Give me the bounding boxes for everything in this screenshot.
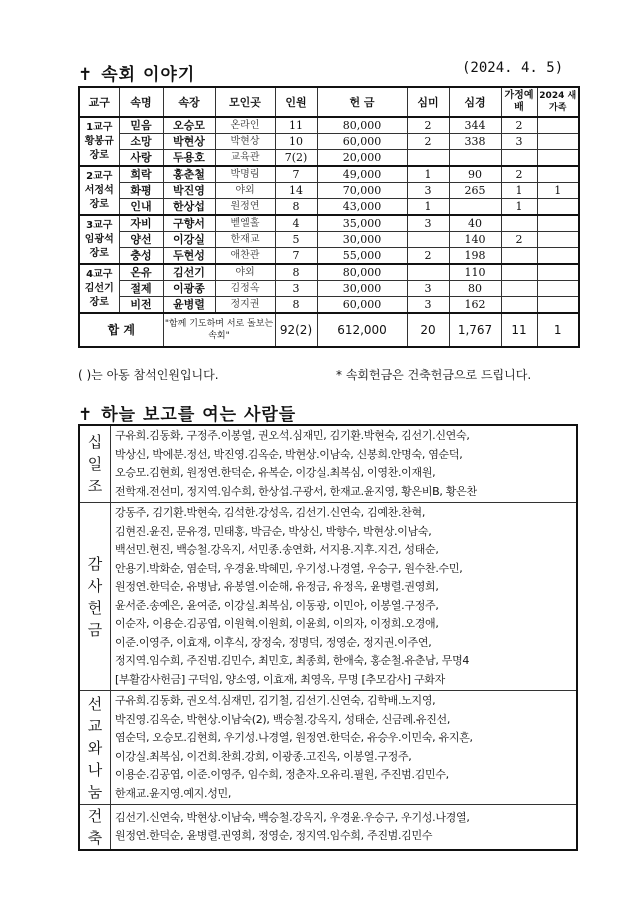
col-header-offering: 헌 금 (317, 87, 407, 117)
cell-count: 7 (275, 166, 317, 183)
giver-row (79, 425, 577, 503)
cell-place: 원정연 (215, 199, 275, 216)
table-row (79, 297, 579, 314)
cell-simgyeong (449, 199, 501, 216)
cell-sokname: 양선 (119, 232, 163, 248)
giver-names (111, 691, 578, 805)
cell-offering: 43,000 (317, 199, 407, 216)
cell-count: 14 (275, 183, 317, 199)
giver-names (111, 425, 578, 503)
cell-simgyeong: 110 (449, 264, 501, 281)
cell-simgyeong: 80 (449, 281, 501, 297)
cell-newfamily (537, 264, 579, 281)
cell-worship: 1 (501, 183, 537, 199)
total-offering: 612,000 (317, 313, 407, 347)
giver-line: 이강실.최복심, 이건희.찬희.강희, 이광종.고진옥, 이봉열.구정주, (115, 749, 412, 763)
note-offering: * 속회헌금은 건축헌금으로 드립니다. (336, 368, 532, 382)
cell-sokname: 충성 (119, 248, 163, 265)
cell-leader: 홍춘철 (163, 166, 215, 183)
cell-count: 7(2) (275, 150, 317, 167)
giver-line: 구유희.김동화, 권오석.심재민, 김기철, 김선기.신연숙, 김학배.노지영, (115, 694, 436, 707)
giver-row (79, 805, 577, 851)
parish-label: 4교구 김선기 장로 (79, 264, 119, 313)
cell-sokname: 화평 (119, 183, 163, 199)
giver-category (79, 805, 111, 851)
col-header-sokname: 속명 (119, 87, 163, 117)
cell-offering: 20,000 (317, 150, 407, 167)
table-row (79, 215, 579, 232)
giver-line: 백선민.현진, 백승철.강옥지, 서민종.송연화, 서지용.지후.지건, 성태순, (115, 543, 439, 556)
cell-simgyeong: 265 (449, 183, 501, 199)
sokhoe-table (78, 86, 580, 348)
giver-category-label: 감사헌금 (87, 554, 103, 639)
giver-line: 원정연.한덕순, 유병남, 유봉열.이순해, 유정금, 유정옥, 윤병렬.권영희, (115, 580, 439, 593)
cell-simmi (407, 232, 449, 248)
giver-line: 정지역.임수희, 주진범.김민수, 최민호, 최종희, 한애숙, 홍순철.유춘남, 무명4 (115, 654, 470, 667)
cell-offering: 80,000 (317, 264, 407, 281)
cell-newfamily (537, 215, 579, 232)
cell-simmi: 1 (407, 166, 449, 183)
cell-worship: 3 (501, 134, 537, 150)
giver-names (111, 805, 578, 851)
table-row (79, 134, 579, 150)
table-row (79, 150, 579, 167)
cell-simgyeong: 140 (449, 232, 501, 248)
cell-offering: 70,000 (317, 183, 407, 199)
cell-offering: 80,000 (317, 117, 407, 134)
cell-leader: 김선기 (163, 264, 215, 281)
giver-line: 안용기.박화순, 염순덕, 우경윤.박혜민, 우기성.나경열, 우승구, 원수찬.수민, (115, 561, 463, 575)
cell-simmi: 2 (407, 248, 449, 265)
cell-leader: 구향서 (163, 215, 215, 232)
cell-simmi: 1 (407, 199, 449, 216)
cell-simmi: 3 (407, 215, 449, 232)
cell-place: 야외 (215, 183, 275, 199)
cell-leader: 두현성 (163, 248, 215, 265)
cell-offering: 49,000 (317, 166, 407, 183)
cell-simgyeong: 338 (449, 134, 501, 150)
section-title-givers: ✝ 하늘 보고를 여는 사람들 (78, 405, 297, 425)
giver-line: 전학재.전선미, 정지역.임수희, 한상섭.구광서, 한재교.윤지영, 황은비B, 황은찬 (115, 484, 477, 498)
cell-worship (501, 281, 537, 297)
giver-line: 구유희.김동화, 구정주.이봉열, 권오석.심재민, 김기환.박현숙, 김선기.신연숙, (115, 429, 470, 442)
giver-line: 강동주, 김기환.박현숙, 김석한.강성옥, 김선기.신연숙, 김예찬.찬혁, (115, 506, 426, 519)
cell-sokname: 사랑 (119, 150, 163, 167)
table-row (79, 166, 579, 183)
cell-count: 8 (275, 264, 317, 281)
col-header-simmi: 심미 (407, 87, 449, 117)
cell-simmi (407, 264, 449, 281)
giver-line: 원정연.한덕순, 윤병렬.권영희, 정영순, 정지역.임수희, 주진범.김민수 (115, 829, 433, 842)
giver-category-label: 건축 (87, 807, 103, 847)
giver-line: 박상신, 박에분.정선, 박진영.김옥순, 박현상.이남숙, 신봉희.안명숙, 염순덕, (115, 447, 463, 461)
col-header-parish: 교구 (79, 87, 119, 117)
cell-worship (501, 215, 537, 232)
cross-icon: ✝ (78, 405, 94, 425)
total-slogan: "함께 기도하며 서로 돌보는 속회" (163, 313, 275, 347)
cell-sokname: 절제 (119, 281, 163, 297)
col-header-worship: 가정예배 (501, 87, 537, 117)
cell-place: 온라인 (215, 117, 275, 134)
cell-place: 김정옥 (215, 281, 275, 297)
table-row (79, 232, 579, 248)
cell-offering: 60,000 (317, 297, 407, 314)
giver-category-label: 십일조 (87, 433, 103, 495)
cell-count: 5 (275, 232, 317, 248)
giver-category (79, 503, 111, 691)
cell-sokname: 희락 (119, 166, 163, 183)
col-header-count: 인원 (275, 87, 317, 117)
cell-place: 정지권 (215, 297, 275, 314)
note-child-count: ( )는 아동 참석인원입니다. (78, 368, 219, 382)
cell-place: 야외 (215, 264, 275, 281)
giver-line: 김현진.윤진, 문유경, 민태홍, 박금순, 박상신, 박향수, 박현상.이남숙, (115, 524, 432, 538)
cell-count: 7 (275, 248, 317, 265)
table-row (79, 183, 579, 199)
cell-newfamily (537, 297, 579, 314)
parish-label: 3교구 임광석 장로 (79, 215, 119, 264)
cell-offering: 30,000 (317, 232, 407, 248)
col-header-simgyeong: 심경 (449, 87, 501, 117)
giver-line: 이순자, 이용순.김공엽, 이원혁.이원희, 이윤희, 이의자, 이정희.오경애, (115, 617, 439, 630)
cell-simgyeong: 198 (449, 248, 501, 265)
cell-count: 8 (275, 297, 317, 314)
cell-worship (501, 248, 537, 265)
cell-simmi: 3 (407, 281, 449, 297)
cell-leader: 이광종 (163, 281, 215, 297)
cell-newfamily (537, 166, 579, 183)
cell-sokname: 비전 (119, 297, 163, 314)
cell-newfamily (537, 150, 579, 167)
giver-category (79, 691, 111, 805)
total-simmi: 20 (407, 313, 449, 347)
table-row (79, 281, 579, 297)
cell-offering: 60,000 (317, 134, 407, 150)
giver-category-label: 선교와나눔 (87, 694, 103, 801)
giver-line: 박진영.김옥순, 박현상.이남숙(2), 백승철.강옥지, 성태순, 신금례.유진선, (115, 712, 451, 726)
giver-line: 오승모.김현희, 원정연.한덕순, 유복순, 이강실.최복심, 이영찬.이재원, (115, 466, 436, 479)
giver-category (79, 425, 111, 503)
giver-row (79, 503, 577, 691)
giver-line: 이용순.김공엽, 이준.이영주, 임수희, 정춘자.오유리.필원, 주진범.김민수, (115, 768, 449, 781)
giver-line: 한재교.윤지영.예지.성민, (115, 786, 232, 800)
giver-line: 윤서준.송예은, 윤여준, 이강실.최복심, 이동광, 이민아, 이봉열.구정주, (115, 598, 439, 612)
cell-simmi: 3 (407, 297, 449, 314)
cell-offering: 35,000 (317, 215, 407, 232)
table-header-row (79, 87, 579, 117)
cell-sokname: 믿음 (119, 117, 163, 134)
cell-offering: 55,000 (317, 248, 407, 265)
cell-count: 3 (275, 281, 317, 297)
cell-simgyeong: 40 (449, 215, 501, 232)
table-row (79, 199, 579, 216)
cell-leader: 오승모 (163, 117, 215, 134)
table-row (79, 264, 579, 281)
col-header-leader: 속장 (163, 87, 215, 117)
cell-place: 애찬관 (215, 248, 275, 265)
cell-place: 한재교 (215, 232, 275, 248)
cell-worship: 2 (501, 232, 537, 248)
cell-newfamily: 1 (537, 183, 579, 199)
givers-table (78, 424, 578, 851)
cell-leader: 박진영 (163, 183, 215, 199)
total-worship: 11 (501, 313, 537, 347)
table-row (79, 248, 579, 265)
cell-worship (501, 150, 537, 167)
report-date: (2024. 4. 5) (462, 60, 564, 76)
cell-worship (501, 297, 537, 314)
giver-line: 이준.이영주, 이효재, 이후식, 장정숙, 정명덕, 정영순, 정지권.이주연, (115, 635, 432, 649)
cell-sokname: 인내 (119, 199, 163, 216)
cell-simgyeong: 344 (449, 117, 501, 134)
total-newfamily: 1 (537, 313, 579, 347)
giver-line: 김선기.신연숙, 박현상.이남숙, 백승철.강옥지, 우경윤.우승구, 우기성.나경열, (115, 810, 470, 824)
cell-place: 벧엘홀 (215, 215, 275, 232)
cell-leader: 윤병렬 (163, 297, 215, 314)
cell-count: 4 (275, 215, 317, 232)
cell-simmi: 2 (407, 117, 449, 134)
col-header-newfamily: 2024 새가족 (537, 87, 579, 117)
cell-simgyeong: 90 (449, 166, 501, 183)
total-count: 92(2) (275, 313, 317, 347)
cell-place: 교육관 (215, 150, 275, 167)
cell-newfamily (537, 117, 579, 134)
cell-newfamily (537, 232, 579, 248)
total-simgyeong: 1,767 (449, 313, 501, 347)
cell-sokname: 소망 (119, 134, 163, 150)
cell-sokname: 자비 (119, 215, 163, 232)
cell-count: 10 (275, 134, 317, 150)
giver-names (111, 503, 578, 691)
cell-newfamily (537, 248, 579, 265)
cell-simgyeong: 162 (449, 297, 501, 314)
parish-label: 1교구 황봉규 장로 (79, 117, 119, 166)
cell-leader: 한상섭 (163, 199, 215, 216)
cell-leader: 박현상 (163, 134, 215, 150)
cell-newfamily (537, 281, 579, 297)
cell-newfamily (537, 199, 579, 216)
cell-simgyeong (449, 150, 501, 167)
table-row (79, 117, 579, 134)
cell-newfamily (537, 134, 579, 150)
cell-leader: 이강실 (163, 232, 215, 248)
cell-offering: 30,000 (317, 281, 407, 297)
col-header-place: 모인곳 (215, 87, 275, 117)
giver-row (79, 691, 577, 805)
cell-simmi: 2 (407, 134, 449, 150)
cross-icon: ✝ (78, 65, 94, 85)
cell-worship (501, 264, 537, 281)
cell-simmi: 3 (407, 183, 449, 199)
total-label: 합 계 (79, 313, 163, 347)
cell-simmi (407, 150, 449, 167)
cell-count: 8 (275, 199, 317, 216)
total-row (79, 313, 579, 347)
giver-line: [부활감사헌금] 구덕임, 양소영, 이효재, 최영옥, 무명 [추모감사] 구화자 (115, 672, 445, 686)
cell-worship: 2 (501, 117, 537, 134)
section-title-sokhoe: ✝ 속회 이야기 (78, 65, 196, 85)
cell-worship: 2 (501, 166, 537, 183)
cell-sokname: 온유 (119, 264, 163, 281)
cell-count: 11 (275, 117, 317, 134)
cell-leader: 두용호 (163, 150, 215, 167)
cell-place: 박현상 (215, 134, 275, 150)
parish-label: 2교구 서정석 장로 (79, 166, 119, 215)
cell-worship: 1 (501, 199, 537, 216)
giver-line: 염순덕, 오승모.김현희, 우기성.나경열, 원정연.한덕순, 유승우.이민숙, 유지흔, (115, 731, 473, 744)
cell-place: 박명림 (215, 166, 275, 183)
